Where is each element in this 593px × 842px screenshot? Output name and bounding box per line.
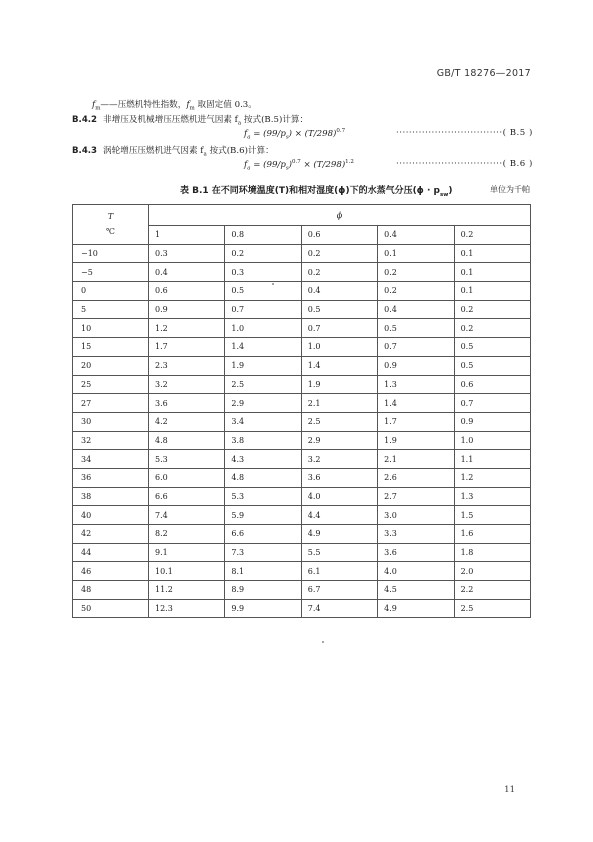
temperature-cell: 44	[73, 543, 149, 562]
temperature-cell: 38	[73, 487, 149, 506]
pressure-cell: 0.4	[301, 282, 377, 301]
pressure-cell: 0.2	[225, 244, 301, 263]
temperature-cell: 46	[73, 562, 149, 581]
pressure-cell: 1.7	[378, 412, 454, 431]
pressure-cell: 4.0	[378, 562, 454, 581]
table-row	[73, 506, 531, 525]
pressure-cell: 1.0	[301, 338, 377, 357]
pressure-cell: 0.7	[225, 300, 301, 319]
pressure-cell: 0.2	[301, 244, 377, 263]
clause-sub: a	[237, 120, 242, 127]
pressure-cell: 0.1	[454, 282, 530, 301]
pressure-cell: 1.2	[149, 319, 225, 338]
clause-b42	[72, 113, 308, 127]
pressure-cell: 0.1	[454, 244, 530, 263]
pressure-cell: 0.5	[454, 356, 530, 375]
pressure-cell: 5.5	[301, 543, 377, 562]
temperature-cell: 25	[73, 375, 149, 394]
temperature-cell: 5	[73, 300, 149, 319]
pressure-cell: 4.9	[301, 525, 377, 544]
pressure-cell: 1.0	[454, 431, 530, 450]
pressure-cell: 3.2	[301, 450, 377, 469]
phi-value-header: 0.4	[378, 226, 454, 245]
pressure-cell: 2.9	[301, 431, 377, 450]
formula-rhs: = (99/p	[250, 128, 286, 139]
leader-dots: ·································	[396, 159, 503, 169]
pressure-cell: 1.9	[301, 375, 377, 394]
pressure-cell: 0.2	[301, 263, 377, 282]
temperature-cell: 42	[73, 525, 149, 544]
formula-psub: s	[285, 134, 289, 141]
page-number: 11	[504, 785, 515, 795]
pressure-cell: 0.5	[225, 282, 301, 301]
clause-text-after: 按式(B.6)计算：	[206, 146, 274, 156]
pressure-cell: 0.5	[378, 319, 454, 338]
temperature-cell: 0	[73, 282, 149, 301]
table-caption	[180, 183, 452, 198]
formula-rhs: = (99/p	[250, 159, 286, 170]
pressure-cell: 4.5	[378, 581, 454, 600]
formula-exp: 1.2	[345, 159, 354, 165]
pressure-cell: 7.3	[225, 543, 301, 562]
pressure-cell: 2.3	[149, 356, 225, 375]
pressure-cell: 2.7	[378, 487, 454, 506]
pressure-cell: 6.6	[225, 525, 301, 544]
leader-dots: ·································	[396, 128, 503, 138]
pressure-cell: 4.9	[378, 599, 454, 618]
pressure-cell: 6.7	[301, 581, 377, 600]
pressure-cell: 0.9	[454, 412, 530, 431]
pressure-cell: 1.4	[378, 394, 454, 413]
pressure-cell: 0.9	[378, 356, 454, 375]
pressure-cell: 3.0	[378, 506, 454, 525]
pressure-cell: 1.3	[454, 487, 530, 506]
formula-exp1: 0.7	[292, 159, 301, 165]
eq-label: ( B.5 )	[502, 128, 533, 138]
eq-ref-b5	[396, 128, 533, 138]
pressure-cell: 4.8	[225, 468, 301, 487]
definition-line	[92, 98, 257, 112]
pressure-cell: 7.4	[301, 599, 377, 618]
pressure-cell: 0.7	[378, 338, 454, 357]
table-unit: 单位为千帕	[490, 185, 530, 194]
pressure-cell: 4.0	[301, 487, 377, 506]
pressure-cell: 0.7	[301, 319, 377, 338]
pressure-cell: 1.1	[454, 450, 530, 469]
pressure-cell: 1.4	[301, 356, 377, 375]
formula-lhs: f	[244, 128, 248, 139]
pressure-cell: 1.9	[225, 356, 301, 375]
pressure-cell: 2.1	[301, 394, 377, 413]
table-row	[73, 263, 531, 282]
pressure-cell: 0.2	[378, 282, 454, 301]
temperature-cell: 50	[73, 599, 149, 618]
clause-sub: a	[203, 151, 207, 158]
formula-b5	[244, 128, 345, 141]
formula-mid2: × (T/298)	[300, 159, 346, 170]
pressure-cell: 0.2	[378, 263, 454, 282]
pressure-cell: 2.9	[225, 394, 301, 413]
pressure-cell: 0.4	[149, 263, 225, 282]
pressure-cell: 0.5	[454, 338, 530, 357]
pressure-cell: 1.9	[378, 431, 454, 450]
symbol-f: f	[92, 100, 96, 110]
pressure-cell: 0.2	[454, 300, 530, 319]
table-row	[73, 599, 531, 618]
pressure-cell: 6.0	[149, 468, 225, 487]
temperature-cell: 15	[73, 338, 149, 357]
clause-number: B.4.2	[72, 115, 98, 125]
clause-text: 非增压及机械增压压燃机进气因素 f	[103, 115, 238, 125]
caption-end: )	[448, 186, 453, 196]
temperature-cell: 34	[73, 450, 149, 469]
col-T-header	[73, 205, 149, 245]
pressure-cell: 0.1	[454, 263, 530, 282]
clause-text: 涡轮增压压燃机进气因素 f	[103, 146, 204, 156]
definition-text: ——压燃机特性指数，	[100, 100, 187, 110]
pressure-cell: 0.1	[378, 244, 454, 263]
pressure-cell: 1.0	[225, 319, 301, 338]
pressure-cell: 3.8	[225, 431, 301, 450]
temperature-cell: 40	[73, 506, 149, 525]
pressure-cell: 6.1	[301, 562, 377, 581]
pressure-cell: 5.3	[149, 450, 225, 469]
clause-b43	[72, 144, 274, 158]
pressure-cell: 12.3	[149, 599, 225, 618]
pressure-cell: 10.1	[149, 562, 225, 581]
table-row	[73, 581, 531, 600]
pressure-cell: 2.2	[454, 581, 530, 600]
symbol-sub2: m	[189, 105, 195, 112]
pressure-cell: 1.4	[225, 338, 301, 357]
pressure-cell: 0.7	[454, 394, 530, 413]
caption-text: 表 B.1 在不同环境温度(T)和相对湿度(ϕ)下的水蒸气分压(ϕ · p	[180, 186, 440, 196]
pressure-cell: 8.1	[225, 562, 301, 581]
phi-value-header: 0.6	[301, 226, 377, 245]
pressure-cell: 2.5	[225, 375, 301, 394]
pressure-cell: 6.6	[149, 487, 225, 506]
pressure-cell: 2.5	[301, 412, 377, 431]
formula-sub: a	[247, 165, 251, 172]
clause-text-after: 按式(B.5)计算：	[241, 115, 309, 125]
symbol-f2: f	[186, 100, 190, 110]
table-body	[73, 244, 531, 618]
table-row	[73, 356, 531, 375]
temperature-cell: 32	[73, 431, 149, 450]
pressure-cell: 3.6	[149, 394, 225, 413]
temperature-cell: 27	[73, 394, 149, 413]
temperature-cell: 30	[73, 412, 149, 431]
temperature-cell: −10	[73, 244, 149, 263]
pressure-cell: 4.3	[225, 450, 301, 469]
pressure-cell: 1.6	[454, 525, 530, 544]
pressure-cell: 1.8	[454, 543, 530, 562]
table-row	[73, 375, 531, 394]
table-row	[73, 487, 531, 506]
table-row	[73, 543, 531, 562]
pressure-cell: 2.5	[454, 599, 530, 618]
pressure-cell: 1.2	[454, 468, 530, 487]
pressure-cell: 3.6	[301, 468, 377, 487]
caption-sub: sw	[439, 191, 449, 198]
formula-psub: s	[285, 165, 289, 172]
vapor-pressure-table	[72, 204, 531, 618]
formula-mid: ) × (T/298)	[288, 128, 337, 139]
standard-code: GB/T 18276—2017	[436, 68, 531, 79]
temperature-cell: 36	[73, 468, 149, 487]
temperature-cell: 10	[73, 319, 149, 338]
formula-mid: )	[288, 159, 293, 170]
scan-speck	[322, 641, 324, 643]
table-row	[73, 525, 531, 544]
pressure-cell: 4.2	[149, 412, 225, 431]
clause-number: B.4.3	[72, 146, 98, 156]
table-row	[73, 450, 531, 469]
table-row	[73, 338, 531, 357]
table-row	[73, 300, 531, 319]
table-row	[73, 431, 531, 450]
pressure-cell: 1.3	[378, 375, 454, 394]
pressure-cell: 8.2	[149, 525, 225, 544]
table-row	[73, 562, 531, 581]
formula-sub: a	[247, 134, 251, 141]
table-row	[73, 394, 531, 413]
temperature-cell: −5	[73, 263, 149, 282]
table-row	[73, 244, 531, 263]
pressure-cell: 3.6	[378, 543, 454, 562]
pressure-cell: 2.6	[378, 468, 454, 487]
pressure-cell: 5.9	[225, 506, 301, 525]
phi-value-header: 0.8	[225, 226, 301, 245]
table-row	[73, 319, 531, 338]
pressure-cell: 8.9	[225, 581, 301, 600]
scan-speck	[272, 283, 274, 285]
definition-text2: 取固定值 0.3。	[194, 100, 257, 110]
pressure-cell: 0.6	[454, 375, 530, 394]
pressure-cell: 2.0	[454, 562, 530, 581]
symbol-sub: m	[95, 105, 101, 112]
pressure-cell: 0.5	[301, 300, 377, 319]
formula-b6	[244, 159, 354, 172]
pressure-cell: 4.8	[149, 431, 225, 450]
pressure-cell: 7.4	[149, 506, 225, 525]
temperature-cell: 20	[73, 356, 149, 375]
pressure-cell: 0.3	[225, 263, 301, 282]
pressure-cell: 2.1	[378, 450, 454, 469]
pressure-cell: 9.1	[149, 543, 225, 562]
eq-label: ( B.6 )	[502, 159, 533, 169]
pressure-cell: 1.5	[454, 506, 530, 525]
temperature-cell: 48	[73, 581, 149, 600]
table-row	[73, 468, 531, 487]
pressure-cell: 3.3	[378, 525, 454, 544]
pressure-cell: 0.2	[454, 319, 530, 338]
pressure-cell: 3.4	[225, 412, 301, 431]
phi-value-header: 0.2	[454, 226, 530, 245]
pressure-cell: 1.7	[149, 338, 225, 357]
table-row	[73, 412, 531, 431]
phi-header: ϕ	[149, 205, 531, 226]
table-row	[73, 282, 531, 301]
phi-value-header: 1	[149, 226, 225, 245]
pressure-cell: 4.4	[301, 506, 377, 525]
pressure-cell: 5.3	[225, 487, 301, 506]
col-T-label: T	[107, 212, 114, 222]
pressure-cell: 3.2	[149, 375, 225, 394]
formula-exp: 0.7	[336, 128, 346, 134]
pressure-cell: 9.9	[225, 599, 301, 618]
pressure-cell: 0.6	[149, 282, 225, 301]
col-T-unit: ℃	[106, 227, 115, 237]
pressure-cell: 0.4	[378, 300, 454, 319]
eq-ref-b6	[396, 159, 533, 169]
formula-lhs: f	[244, 159, 248, 170]
pressure-cell: 0.9	[149, 300, 225, 319]
pressure-cell: 0.3	[149, 244, 225, 263]
pressure-cell: 11.2	[149, 581, 225, 600]
